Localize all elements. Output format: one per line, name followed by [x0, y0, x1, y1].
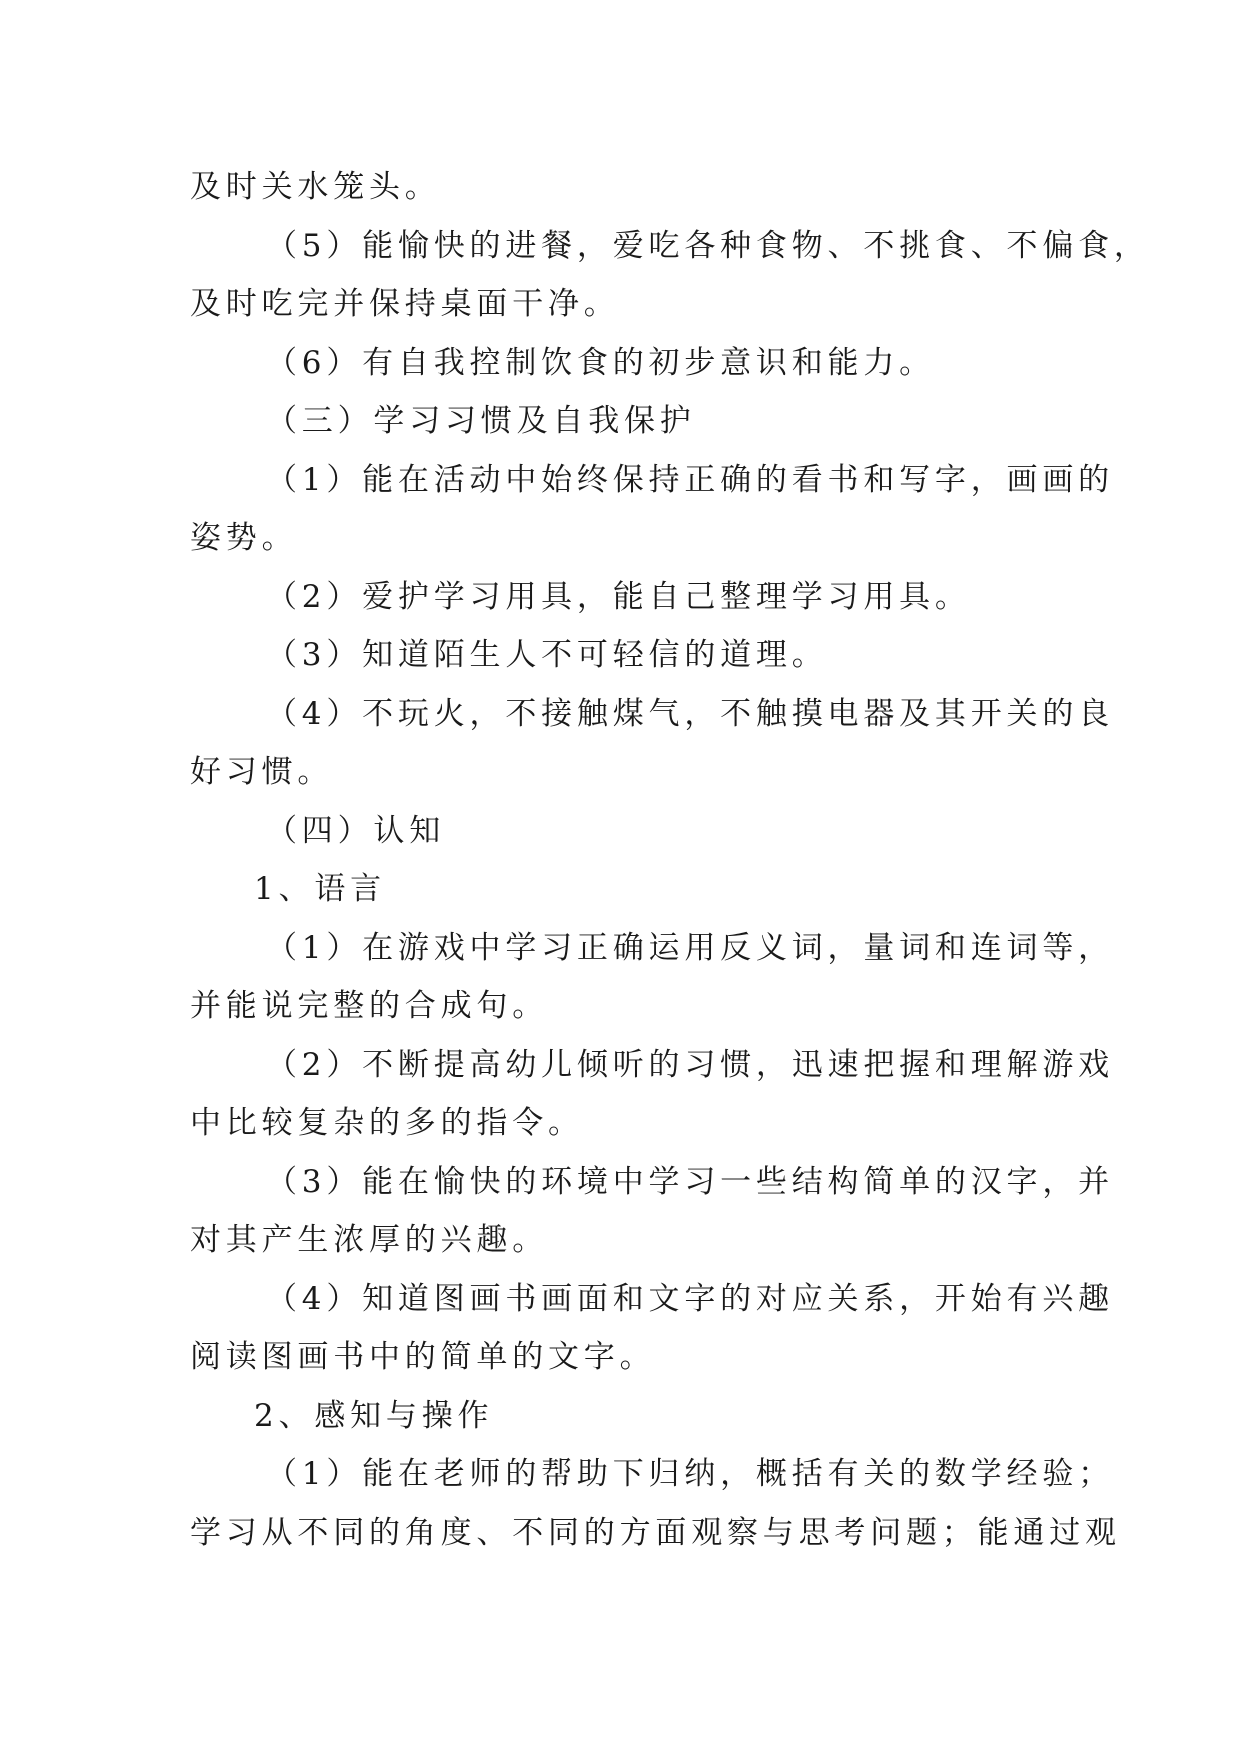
text-line: 学习从不同的角度、不同的方面观察与思考问题；能通过观: [190, 1514, 1121, 1551]
text-line: （3）知道陌生人不可轻信的道理。: [266, 637, 828, 673]
text-line: 并能说完整的合成句。: [190, 988, 548, 1024]
subsection-heading: 1、语言: [254, 871, 386, 907]
text-line: （3）能在愉快的环境中学习一些结构简单的汉字，并: [266, 1163, 1114, 1200]
text-line: 好习惯。: [190, 754, 334, 790]
text-line: 中比较复杂的多的指令。: [190, 1105, 584, 1141]
text-line: 及时关水笼头。: [190, 169, 441, 205]
text-line: （2）不断提高幼儿倾听的习惯，迅速把握和理解游戏: [266, 1046, 1114, 1083]
text-line: 姿势。: [190, 520, 298, 556]
text-line: （1）能在活动中始终保持正确的看书和写字，画画的: [266, 461, 1114, 498]
text-line: 及时吃完并保持桌面干净。: [190, 286, 620, 322]
text-line: （4）不玩火，不接触煤气，不触摸电器及其开关的良: [266, 695, 1114, 732]
text-line: （4）知道图画书画面和文字的对应关系，开始有兴趣: [266, 1280, 1114, 1317]
text-line: （1）在游戏中学习正确运用反义词，量词和连词等，: [266, 929, 1114, 966]
text-line: 对其产生浓厚的兴趣。: [190, 1222, 548, 1258]
text-line: （1）能在老师的帮助下归纳，概括有关的数学经验；: [266, 1456, 1114, 1492]
text-line: （2）爱护学习用具，能自己整理学习用具。: [266, 578, 971, 615]
text-line: （5）能愉快的进餐，爱吃各种食物、不挑食、不偏食，: [266, 227, 1150, 264]
text-line: （6）有自我控制饮食的初步意识和能力。: [266, 344, 935, 381]
subsection-heading: 2、感知与操作: [254, 1397, 494, 1434]
text-line: 阅读图画书中的简单的文字。: [190, 1339, 656, 1375]
document-body: [190, 158, 1150, 1562]
section-heading: （四）认知: [266, 812, 445, 849]
section-heading: （三）学习习惯及自我保护: [266, 403, 696, 439]
